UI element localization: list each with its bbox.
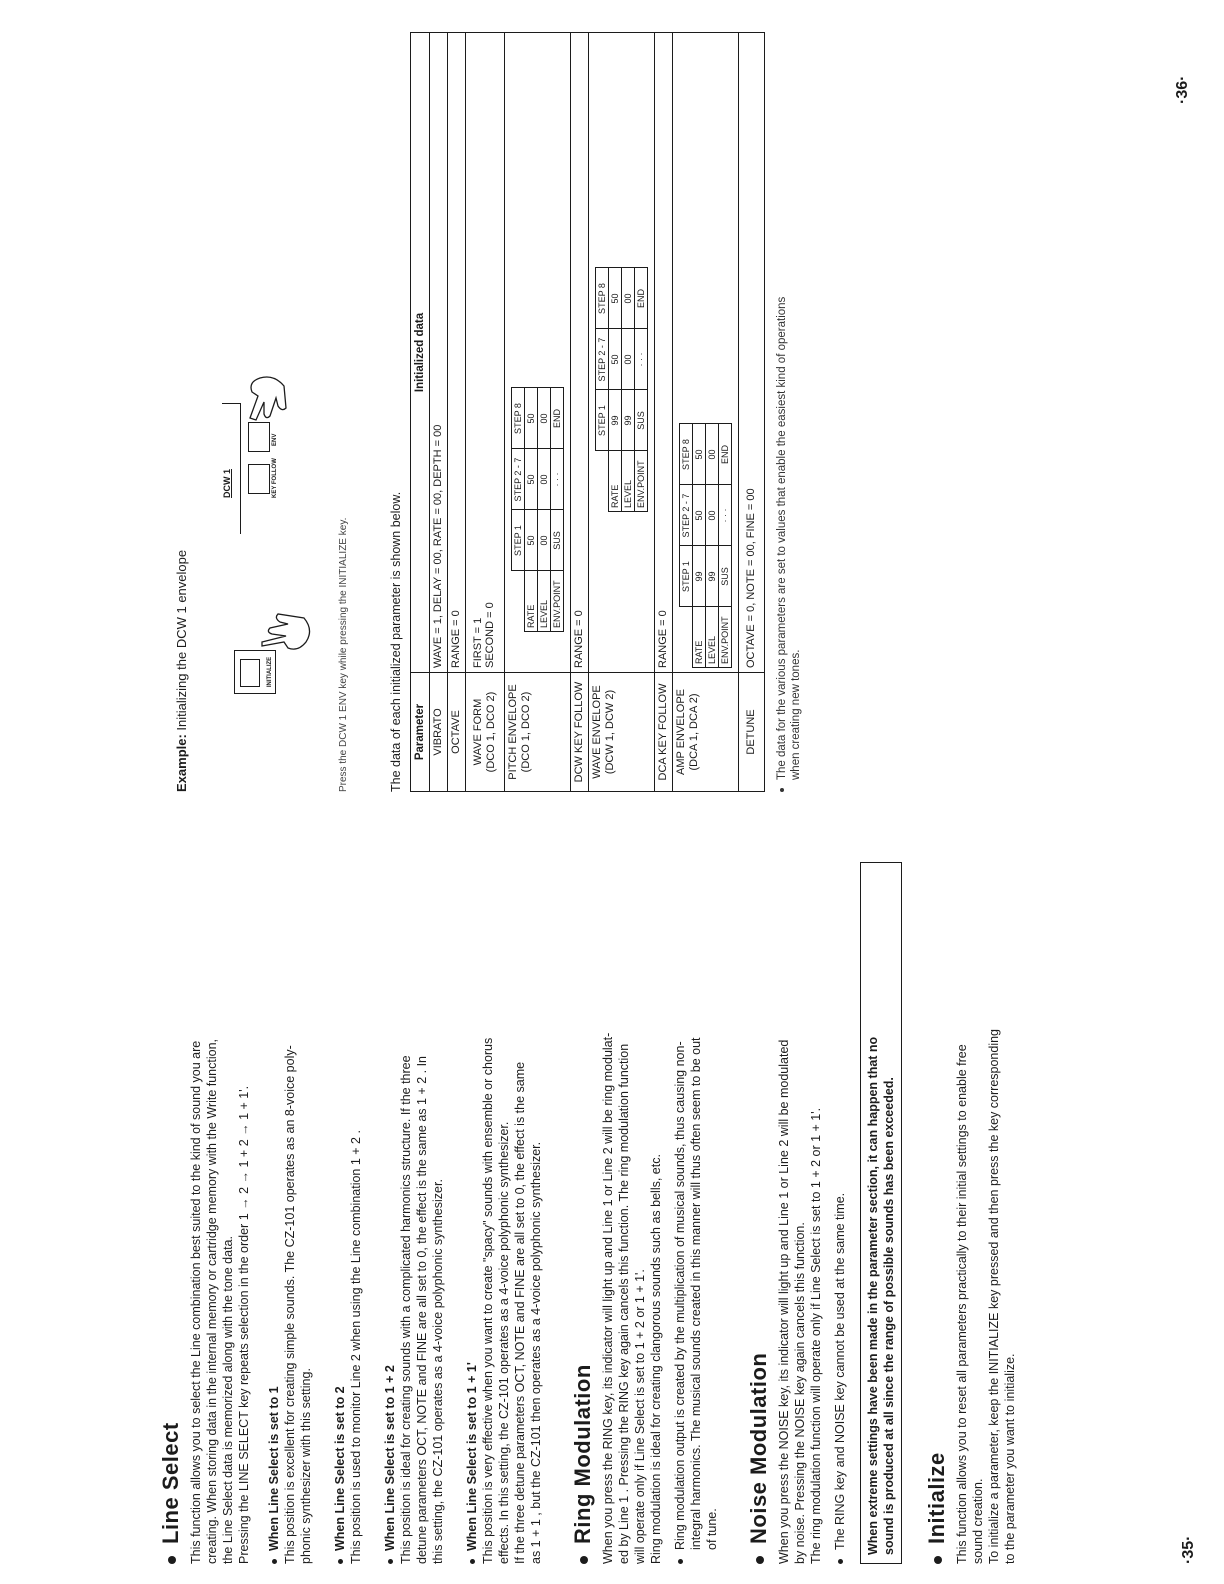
initialize-heading: Initialize	[924, 844, 950, 1564]
data-cell	[589, 33, 655, 673]
text-line: phonic synthesizer with this setting.	[299, 1368, 313, 1564]
text-line: effects. In this setting, the CZ-101 operates as a 4-voice polyphonic synthesizer.	[497, 1121, 511, 1564]
column-header: Initialized data	[411, 33, 430, 673]
hand-icon	[258, 604, 318, 654]
text-line: The RING key and NOISE key cannot be used at the same time.	[833, 1192, 847, 1550]
text-line: to the parameter you want to initialize.	[1003, 1353, 1017, 1564]
text-line: This position is excellent for creating simple sounds. The CZ-101 operates as an 8-voice poly-	[283, 1045, 297, 1564]
param-cell: VIBRATO	[430, 673, 448, 792]
mode-3-title: When Line Select is set to 1 + 2	[382, 844, 398, 1564]
text-line: This position is very effective when you want to create "spacy" sounds with ensemble or chorus	[481, 1037, 495, 1564]
table-row	[571, 33, 589, 792]
data-cell: FIRST = 1 SECOND = 0	[466, 33, 505, 673]
text-line: will operate only if Line Select is set to 1 + 2 or 1 + 1'.	[633, 1269, 647, 1564]
ring-modulation-heading: Ring Modulation	[570, 844, 596, 1564]
text-line: creating. When storing data in the internal memory or cartridge memory with the Write function,	[205, 1039, 219, 1564]
text-line: This position is used to monitor Line 2 when using the Line combination 1 + 2 .	[349, 1130, 363, 1564]
table-row	[589, 33, 655, 792]
text-line: the Line Select data is memorized along with the tone data.	[221, 1236, 235, 1564]
table-row	[448, 33, 466, 792]
data-cell: RANGE = 0	[571, 33, 589, 673]
table-row	[430, 33, 448, 792]
initialize-key: INITIALIZE	[234, 650, 276, 694]
text-line: This function allows you to reset all parameters practically to their initial settings to enable free	[955, 1044, 969, 1564]
table-row	[466, 33, 505, 792]
example-text: Initializing the DCW 1 envelope	[174, 549, 189, 731]
table-row	[505, 33, 571, 792]
text-line: as 1 + 1 , but the CZ-101 then operates as a 4-voice polyphonic synthesizer.	[529, 1141, 543, 1564]
text-line: this setting, the CZ-101 operates as a 4-voice polyphonic synthesizer.	[431, 1179, 445, 1564]
text-line: To initialize a parameter, keep the INITIALIZE key pressed and then press the key corresponding	[987, 1028, 1001, 1564]
text-line: sound is produced at all since the range of possible sounds has been exceeded.	[882, 1077, 896, 1555]
line-select-intro	[188, 844, 252, 1564]
env-key	[248, 422, 270, 452]
param-cell: DCW KEY FOLLOW	[571, 673, 589, 792]
param-cell: WAVE FORM (DCO 1, DCO 2)	[466, 673, 505, 792]
wave-env-table: STEP 1 STEP 2 - 7 STEP 8 RATE 99 50 50 LEVEL 99 00 00 ENV.POINT SUS · · · END	[595, 268, 648, 513]
example-line	[174, 32, 190, 792]
param-cell: DCA KEY FOLLOW	[655, 673, 673, 792]
text-line: The data for the various parameters are set to values that enable the easiest kind of operations	[776, 296, 788, 780]
text-line: ed by Line 1 . Pressing the RING key again cancels this function. The ring modulation function	[617, 1043, 631, 1564]
text-line: This position is ideal for creating sounds with a complicated harmonics structure. If the three	[399, 1055, 413, 1564]
text-line: When you press the NOISE key, its indicator will light up and Line 1 or Line 2 will be modulated	[777, 1039, 791, 1564]
param-cell: AMP ENVELOPE (DCA 1, DCA 2)	[673, 673, 739, 792]
data-cell	[673, 33, 739, 673]
data-cell	[505, 33, 571, 673]
noise-modulation-heading: Noise Modulation	[746, 844, 772, 1564]
initialized-data-table	[410, 32, 765, 792]
text-line: This function allows you to select the Line combination best suited to the kind of sound you are	[189, 1040, 203, 1564]
env-label: ENV	[272, 433, 278, 446]
mode-2-title: When Line Select is set to 2	[332, 844, 348, 1564]
page-35	[0, 794, 1224, 1584]
param-cell: PITCH ENVELOPE (DCO 1, DCO 2)	[505, 673, 571, 792]
table-intro: The data of each initialized parameter is shown below.	[389, 491, 403, 792]
warning-box	[860, 862, 902, 1564]
column-header: Parameter	[411, 673, 430, 792]
key-follow-label: KEY FOLLOW	[272, 458, 278, 498]
data-cell: WAVE = 1, DELAY = 00, RATE = 00, DEPTH = 00	[430, 33, 448, 673]
data-cell: RANGE = 0	[655, 33, 673, 673]
amp-env-table: STEP 1 STEP 2 - 7 STEP 8 RATE 99 50 50 LEVEL 99 00 00 ENV.POINT SUS · · · END	[679, 424, 732, 669]
text-line: If the three detune parameters OCT, NOTE and FINE are all set to 0, the effect is the same	[513, 1061, 527, 1564]
text-line: of tune.	[705, 1508, 719, 1550]
param-cell: DETUNE	[739, 673, 765, 792]
key-follow-key	[248, 464, 270, 494]
text-line: detune parameters OCT, NOTE and FINE are all set to 0, the effect is the same as 1 + 2 . In	[415, 1055, 429, 1564]
text-line: When you press the RING key, its indicator will light up and Line 1 or Line 2 will be ring modulat-	[601, 1032, 615, 1564]
left-page-content	[158, 844, 1018, 1564]
example-label: Example:	[174, 734, 189, 792]
hand-icon	[240, 374, 300, 424]
param-cell: WAVE ENVELOPE (DCW 1, DCW 2)	[589, 673, 655, 792]
text-line: Ring modulation output is created by the multiplication of musical sounds, thus causing non-	[673, 1041, 687, 1550]
table-section	[388, 32, 803, 792]
text-line: when creating new tones.	[790, 649, 802, 780]
page-number-35: ·35·	[1180, 1535, 1197, 1564]
text-line: When extreme settings have been made in the parameter section, it can happen that no	[866, 1036, 880, 1555]
param-cell: OCTAVE	[448, 673, 466, 792]
text-line: by noise. Pressing the NOISE key again cancels this function.	[793, 1222, 807, 1564]
mode-4-title: When Line Select is set to 1 + 1'	[464, 844, 480, 1564]
text-line: integral harmonics. The musical sounds created in this manner will thus often seem to be out	[689, 1037, 703, 1550]
table-footnote	[775, 32, 803, 792]
data-cell: RANGE = 0	[448, 33, 466, 673]
text-line: The ring modulation function will operate only if Line Select is set to 1 + 2 or 1 + 1'.	[809, 1107, 823, 1564]
noise-note	[832, 844, 848, 1564]
ring-note	[672, 844, 720, 1564]
text-line: Ring modulation is ideal for creating clangorous sounds such as bells, etc.	[649, 1154, 663, 1564]
pitch-env-table: STEP 1 STEP 2 - 7 STEP 8 RATE 50 50 50 LEVEL 00 00 00 ENV.POINT SUS · · · END	[511, 388, 564, 633]
table-row	[739, 33, 765, 792]
dcw-label: DCW 1	[222, 469, 232, 498]
line-select-heading: Line Select	[158, 844, 184, 1564]
page-number-36: ·36·	[1174, 75, 1191, 104]
diagram-caption: Press the DCW 1 ENV key while pressing the INITIALIZE key.	[338, 517, 349, 792]
text-line: Pressing the LINE SELECT key repeats selection in the order 1 → 2 → 1 + 2 → 1 + 1'.	[237, 1085, 251, 1564]
text-line: sound creation.	[971, 1478, 985, 1564]
table-row	[673, 33, 739, 792]
mode-1-title: When Line Select is set to 1	[266, 844, 282, 1564]
table-row	[655, 33, 673, 792]
data-cell: OCTAVE = 0, NOTE = 00, FINE = 00	[739, 33, 765, 673]
key-diagram	[220, 164, 340, 724]
